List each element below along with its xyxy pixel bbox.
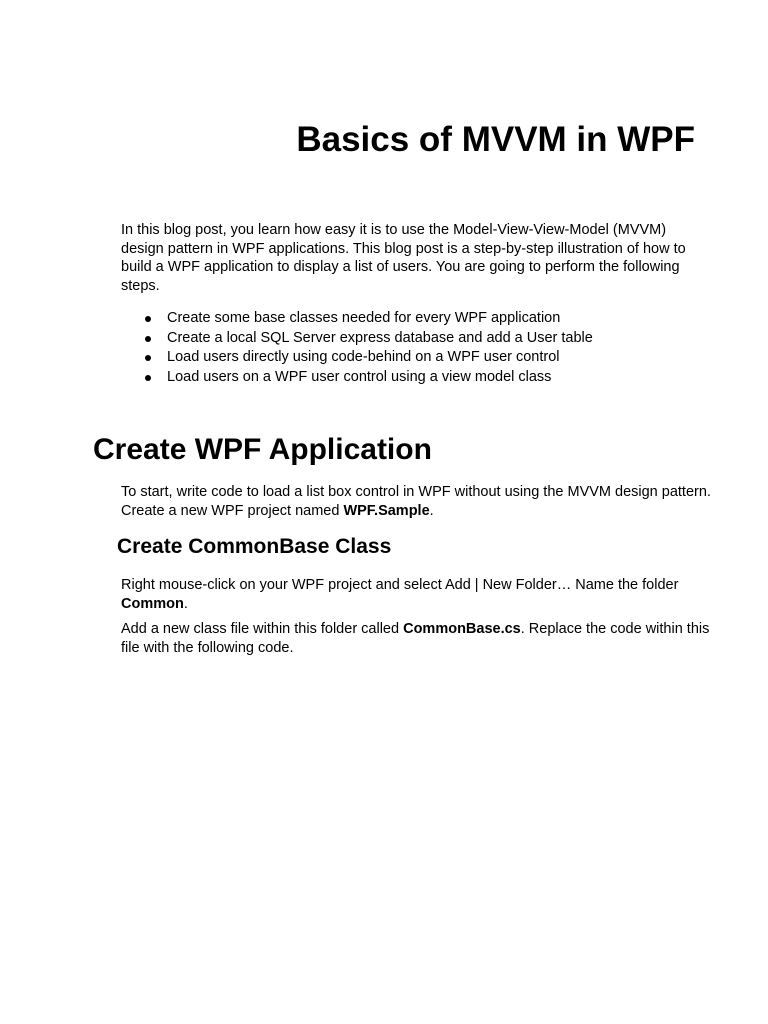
paragraph-text: Right mouse-click on your WPF project and select Add | New Folder… Name the folder [121, 577, 679, 593]
page-title: Basics of MVVM in WPF [296, 120, 695, 159]
paragraph-text: . [429, 502, 434, 519]
section-paragraph [121, 620, 711, 657]
list-item-text: Load users directly using code-behind on a WPF user control [167, 349, 560, 365]
section-paragraph [121, 483, 711, 520]
list-item [121, 368, 593, 388]
bullet-icon [145, 316, 151, 322]
paragraph-text: Add a new class file within this folder called [121, 621, 404, 637]
list-item [121, 348, 593, 368]
list-item-text: Create some base classes needed for every WPF application [167, 310, 561, 326]
folder-name: Common [121, 595, 184, 612]
list-item [121, 309, 593, 329]
section-heading-create-wpf-application: Create WPF Application [93, 433, 432, 466]
list-item-text: Load users on a WPF user control using a view model class [167, 368, 552, 385]
bullet-icon [145, 375, 151, 381]
paragraph-text: To start, write code to load a list box control in WPF without using the MVVM design pattern. Create a new WPF project named [121, 484, 711, 519]
list-item-text: Create a local SQL Server express database and add a User table [167, 329, 593, 346]
paragraph-text: . [183, 595, 188, 612]
list-item [121, 329, 593, 349]
bullet-icon [145, 336, 151, 342]
steps-list [121, 309, 593, 387]
file-name: CommonBase.cs [403, 621, 521, 637]
project-name: WPF.Sample [343, 502, 430, 519]
section-paragraph [121, 576, 711, 613]
intro-paragraph: In this blog post, you learn how easy it is to use the Model-View-View-Model (MVVM) design pattern in WPF applications. This blog post is a step-by-step illustration of how to build a WPF application to display a list of users. You are going to perform the following steps. [121, 222, 686, 294]
paragraph-text: . Replace the code within this file with the following code. [121, 621, 710, 656]
bullet-icon [145, 355, 151, 361]
section-heading-create-commonbase-class: Create CommonBase Class [117, 535, 392, 558]
